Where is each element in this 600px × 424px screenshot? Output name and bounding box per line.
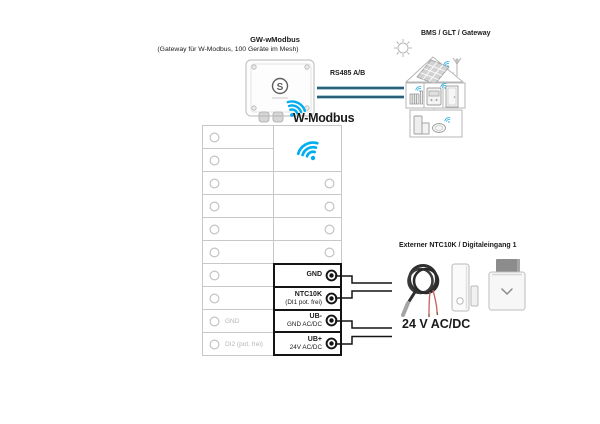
cable-sensor-icon [403,266,438,318]
wmodbus-label: W-Modbus [293,111,355,125]
gateway-title: GW-wModbus [250,35,300,44]
smart-building-icon [388,26,483,146]
wire-gnd [335,276,392,283]
bms-label: BMS / GLT / Gateway [421,30,491,37]
terminal-row-gnd: GND [203,310,273,333]
terminal-row [274,195,341,218]
external-sensor-label: Externer NTC10K / Digitaleingang 1 [399,242,517,249]
terminal-row [203,264,273,287]
terminal-connector-icon [324,336,339,351]
wire-ub-plus [335,337,392,345]
terminal-connector-icon [324,291,339,306]
terminal-row [274,218,341,241]
wifi-signal-icon [290,133,326,165]
terminal-row [203,195,273,218]
terminal-row [274,172,341,195]
terminal-cell-ub-plus: UB+ 24V AC/DC [275,333,340,354]
wire-ub-minus [335,321,392,328]
terminal-cell-ntc10k: NTC10K (DI1 pot. frei) [275,288,340,311]
cabinet-icon [446,86,458,107]
gateway-subtitle: (Gateway für W-Modbus, 100 Geräte im Mesh) [157,46,299,53]
wire-ntc10k [335,291,392,298]
terminal-connector-icon [324,268,339,283]
terminal-row [203,287,273,310]
brand-logo-letter: S [276,81,284,93]
terminal-row [203,126,273,149]
terminal-row [203,241,273,264]
terminal-block-left-column [202,125,274,356]
appliance-icon [433,124,446,133]
terminal-row [203,149,273,172]
external-sensor-images [396,250,536,322]
wired-terminal-block [273,263,342,356]
terminal-row [274,241,341,264]
terminal-row [203,172,273,195]
terminal-block-right-column [273,125,342,264]
antenna-icon [453,58,461,76]
door-contact-icon [452,264,478,311]
terminal-cell-ub-minus: UB- GND AC/DC [275,311,340,334]
terminal-row [203,218,273,241]
terminal-connector-icon [324,313,339,328]
terminal-cell-gnd: GND [275,265,340,288]
power-label: 24 V AC/DC [402,317,471,331]
key-card-switch-icon [489,259,525,310]
wifi-cell [274,126,341,172]
rs485-label: RS485 A/B [330,70,366,77]
terminal-wires [335,276,392,344]
controller-icon [427,88,441,105]
terminal-row-di2: DI2 (pot. frei) [203,333,273,356]
sun-icon [394,39,412,57]
